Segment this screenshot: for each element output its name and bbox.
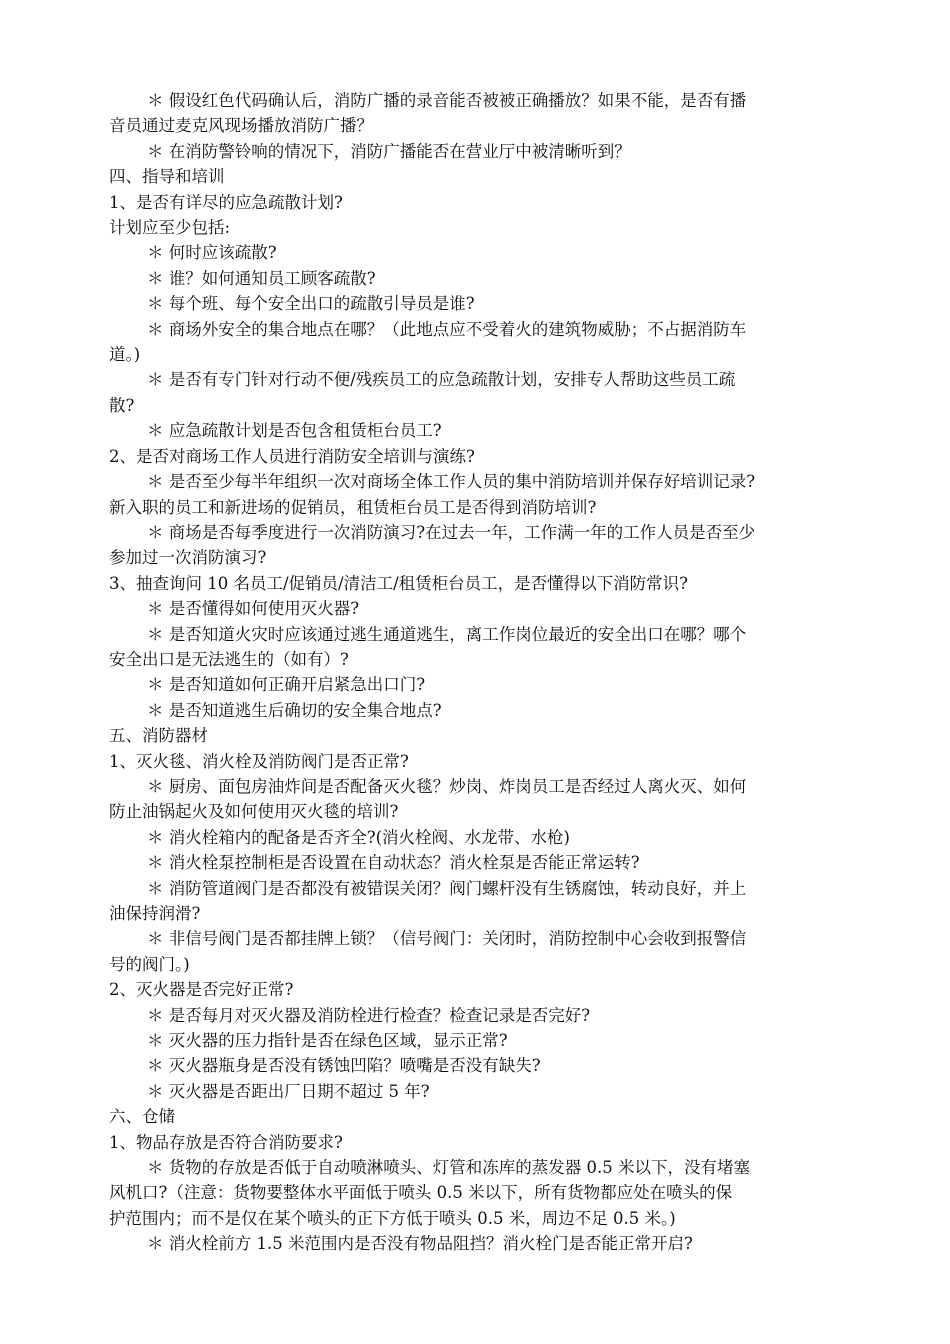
bullet-line: ＊ 消火栓前方 1.5 米范围内是否没有物品阻挡？消火栓门是否能正常开启? bbox=[147, 1234, 693, 1254]
bullet-line: ＊ 是否知道如何正确开启紧急出口门? bbox=[147, 675, 426, 695]
continuation-line: 音员通过麦克风现场播放消防广播？ bbox=[109, 116, 373, 136]
bullet-line: ＊ 在消防警铃响的情况下，消防广播能否在营业厅中被清晰听到？ bbox=[147, 141, 631, 161]
continuation-line: 护范围内；而不是仅在某个喷头的正下方低于喷头 0.5 米，周边不足 0.5 米。) bbox=[109, 1208, 676, 1228]
section-line: 1、物品存放是否符合消防要求? bbox=[109, 1132, 343, 1152]
bullet-line: ＊ 商场外安全的集合地点在哪？（此地点应不受着火的建筑物威胁；不占据消防车 bbox=[147, 319, 747, 339]
section-line: 四、指导和培训 bbox=[109, 167, 225, 187]
continuation-line: 防止油锅起火及如何使用灭火毯的培训? bbox=[109, 802, 399, 822]
bullet-line: ＊ 商场是否每季度进行一次消防演习?在过去一年，工作满一年的工作人员是否至少 bbox=[147, 522, 756, 542]
section-line: 五、消防器材 bbox=[109, 726, 208, 746]
bullet-line: ＊ 消火栓箱内的配备是否齐全?(消火栓阀、水龙带、水枪) bbox=[147, 827, 570, 847]
bullet-line: ＊ 灭火器瓶身是否没有锈蚀凹陷？喷嘴是否没有缺失? bbox=[147, 1056, 541, 1076]
bullet-line: ＊ 货物的存放是否低于自动喷淋喷头、灯管和冻库的蒸发器 0.5 米以下，没有堵塞 bbox=[147, 1158, 750, 1178]
section-line: 3、抽查询问 10 名员工/促销员/清洁工/租赁柜台员工，是否懂得以下消防常识? bbox=[109, 573, 689, 593]
continuation-line: 新入职的员工和新进场的促销员，租赁柜台员工是否得到消防培训? bbox=[109, 497, 597, 517]
bullet-line: ＊ 是否知道逃生后确切的安全集合地点? bbox=[147, 700, 442, 720]
bullet-line: ＊ 灭火器是否距出厂日期不超过 5 年? bbox=[147, 1081, 430, 1101]
section-line: 2、是否对商场工作人员进行消防安全培训与演练? bbox=[109, 446, 475, 466]
bullet-line: ＊ 谁？如何通知员工顾客疏散? bbox=[147, 268, 376, 288]
bullet-line: ＊ 是否知道火灾时应该通过逃生通道逃生，离工作岗位最近的安全出口在哪？哪个 bbox=[147, 624, 747, 644]
continuation-line: 风机口?（注意：货物要整体水平面低于喷头 0.5 米以下，所有货物都应处在喷头的保 bbox=[109, 1183, 733, 1203]
bullet-line: ＊ 厨房、面包房油炸间是否配备灭火毯？炒岗、炸岗员工是否经过人离火灭、如何 bbox=[147, 776, 747, 796]
bullet-line: ＊ 何时应该疏散? bbox=[147, 243, 277, 263]
section-line: 2、灭火器是否完好正常? bbox=[109, 980, 294, 1000]
bullet-line: ＊ 消火栓泵控制柜是否设置在自动状态？消火栓泵是否能正常运转? bbox=[147, 853, 640, 873]
continuation-line: 油保持润滑? bbox=[109, 904, 201, 923]
continuation-line: 参加过一次消防演习? bbox=[109, 548, 267, 568]
section-line: 六、仓储 bbox=[109, 1107, 175, 1127]
section-line: 1、是否有详尽的应急疏散计划? bbox=[109, 192, 343, 212]
document-body bbox=[109, 88, 844, 1257]
bullet-line: ＊ 消防管道阀门是否都没有被错误关闭？阀门螺杆没有生锈腐蚀，转动良好，并上 bbox=[147, 878, 747, 898]
bullet-line: ＊ 是否至少每半年组织一次对商场全体工作人员的集中消防培训并保存好培训记录? bbox=[147, 472, 756, 492]
bullet-line: ＊ 假设红色代码确认后，消防广播的录音能否被被正确播放？如果不能，是否有播 bbox=[147, 91, 747, 110]
bullet-line: ＊ 应急疏散计划是否包含租赁柜台员工? bbox=[147, 421, 442, 441]
bullet-line: ＊ 灭火器的压力指针是否在绿色区域，显示正常? bbox=[147, 1031, 508, 1051]
bullet-line: ＊ 是否懂得如何使用灭火器? bbox=[147, 599, 360, 619]
continuation-line: 安全出口是无法逃生的（如有）? bbox=[109, 649, 349, 669]
bullet-line: ＊ 每个班、每个安全出口的疏散引导员是谁? bbox=[147, 294, 475, 314]
bullet-line: ＊ 是否有专门针对行动不便/残疾员工的应急疏散计划，安排专人帮助这些员工疏 bbox=[147, 370, 736, 390]
continuation-line: 道。) bbox=[109, 345, 141, 365]
bullet-line: ＊ 是否每月对灭火器及消防栓进行检查？检查记录是否完好? bbox=[147, 1005, 591, 1025]
bullet-line: ＊ 非信号阀门是否都挂牌上锁？（信号阀门：关闭时，消防控制中心会收到报警信 bbox=[147, 929, 747, 949]
continuation-line: 散? bbox=[109, 395, 135, 415]
section-line: 计划应至少包括: bbox=[109, 218, 231, 238]
continuation-line: 号的阀门。) bbox=[109, 954, 190, 974]
section-line: 1、灭火毯、消火栓及消防阀门是否正常? bbox=[109, 751, 409, 771]
